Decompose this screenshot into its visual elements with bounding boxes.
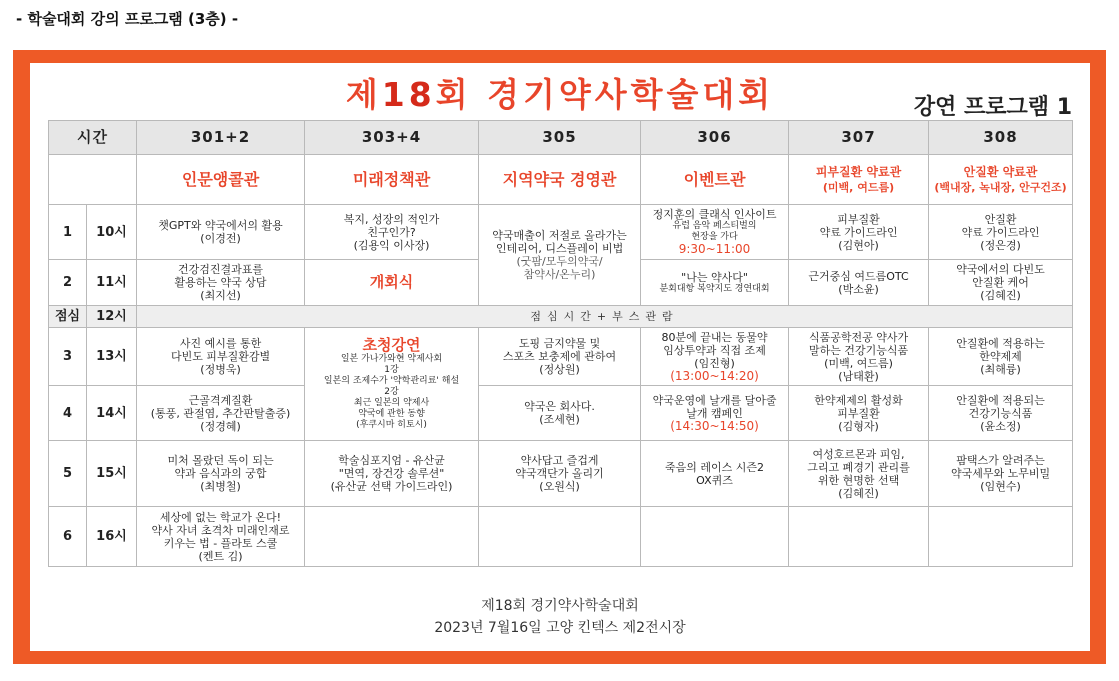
session-line: 임상투약과 직접 조제 bbox=[663, 343, 766, 357]
session-cell bbox=[137, 328, 305, 386]
hall-name: 미래정책관 bbox=[305, 155, 479, 205]
session-cell bbox=[479, 441, 641, 507]
poster-frame bbox=[13, 50, 1106, 664]
session-line: (조세현) bbox=[539, 413, 580, 426]
session-time: 9:30~11:00 bbox=[678, 242, 751, 256]
session-cell bbox=[305, 205, 479, 260]
session-line: 안질환에 적용되는 bbox=[956, 393, 1045, 407]
session-cell bbox=[641, 205, 789, 260]
session-line: 정지훈의 클래식 인사이트 bbox=[652, 208, 777, 221]
session-line: (최지선) bbox=[200, 289, 241, 302]
session-cell bbox=[641, 260, 789, 306]
empty-cell bbox=[305, 507, 479, 567]
session-line: 사진 예시를 통한 bbox=[179, 337, 262, 350]
session-line: 여성호르몬과 피임, bbox=[812, 447, 905, 461]
session-line: (최병철) bbox=[200, 480, 241, 493]
session-cell bbox=[789, 441, 929, 507]
session-line: 2강 bbox=[384, 387, 399, 397]
session-cell bbox=[789, 205, 929, 260]
session-line: 학술심포지엄 - 유산균 bbox=[338, 454, 445, 467]
session-cell bbox=[479, 386, 641, 441]
session-row-5 bbox=[49, 441, 1073, 507]
session-line: (이경전) bbox=[200, 232, 241, 245]
session-cell bbox=[929, 386, 1073, 441]
session-line: (미백, 여드름) bbox=[824, 356, 893, 370]
session-line: 안질환 bbox=[984, 212, 1017, 226]
session-cell bbox=[137, 205, 305, 260]
session-cell bbox=[789, 386, 929, 441]
session-line: 약국에서의 다빈도 bbox=[956, 263, 1045, 276]
poster-panel bbox=[30, 63, 1090, 651]
session-line: (켄트 김) bbox=[198, 549, 243, 563]
session-line: 챗GPT와 약국에서의 활용 bbox=[158, 219, 283, 232]
session-line: 약료 가이드라인 bbox=[819, 225, 898, 239]
session-cell bbox=[929, 441, 1073, 507]
session-cell bbox=[479, 328, 641, 386]
session-line: 그리고 폐경기 관리를 bbox=[807, 460, 910, 474]
session-cell bbox=[137, 441, 305, 507]
row-number: 1 bbox=[49, 205, 87, 260]
session-cell bbox=[137, 260, 305, 306]
session-line: 안질환 케어 bbox=[972, 276, 1029, 289]
session-line: 팜택스가 알려주는 bbox=[956, 454, 1045, 467]
session-line: 다빈도 피부질환감별 bbox=[170, 350, 271, 363]
session-line: 최근 일본의 약제사 bbox=[353, 398, 430, 408]
session-line: (김현아) bbox=[838, 238, 879, 252]
row-number: 5 bbox=[49, 441, 87, 507]
session-line: "나는 약사다" bbox=[681, 270, 748, 284]
session-row-1 bbox=[49, 205, 1073, 260]
banner-title-prefix: 제 bbox=[345, 75, 382, 114]
row-time: 10시 bbox=[87, 205, 137, 260]
session-cell bbox=[305, 441, 479, 507]
session-line: 80분에 끝내는 동물약 bbox=[661, 330, 768, 344]
session-line: 1강 bbox=[384, 365, 399, 375]
session-cell bbox=[137, 507, 305, 567]
session-line: 안질환에 적용하는 bbox=[956, 337, 1045, 350]
session-line: 인테리어, 디스플레이 비법 bbox=[495, 242, 624, 255]
session-line: OX퀴즈 bbox=[696, 473, 733, 487]
empty-cell bbox=[479, 507, 641, 567]
header-room: 305 bbox=[479, 121, 641, 155]
session-line: 말하는 건강기능식품 bbox=[808, 343, 909, 357]
session-cell bbox=[137, 386, 305, 441]
hall-name: 안질환 약료관 bbox=[963, 164, 1038, 179]
hall-cell bbox=[789, 155, 929, 205]
session-line: (임진형) bbox=[694, 356, 735, 370]
session-line: 일본 가나가와현 약제사회 bbox=[340, 354, 443, 364]
header-row bbox=[49, 121, 1073, 155]
session-line: (정은경) bbox=[980, 238, 1021, 252]
hall-name: 지역약국 경영관 bbox=[479, 155, 641, 205]
session-line: 약사답고 즐겁게 bbox=[520, 454, 599, 467]
session-line: 피부질환 bbox=[837, 212, 880, 226]
row-number: 2 bbox=[49, 260, 87, 306]
session-cell bbox=[789, 328, 929, 386]
row-number: 3 bbox=[49, 328, 87, 386]
session-time: (13:00~14:20) bbox=[670, 368, 759, 383]
header-room: 308 bbox=[929, 121, 1073, 155]
session-line: (후쿠시마 히토시) bbox=[356, 420, 427, 430]
session-cell bbox=[641, 328, 789, 386]
session-line: 세상에 없는 학교가 온다! bbox=[159, 510, 282, 524]
hall-sub: (미백, 여드름) bbox=[822, 180, 895, 194]
session-line: 한약제제 bbox=[979, 350, 1022, 363]
session-line: (윤소정) bbox=[980, 419, 1021, 433]
row-time: 14시 bbox=[87, 386, 137, 441]
hall-cell bbox=[929, 155, 1073, 205]
session-line: (오원식) bbox=[539, 480, 580, 493]
lunch-time: 12시 bbox=[87, 306, 137, 328]
session-line: 식품공학전공 약사가 bbox=[808, 330, 909, 344]
hall-sub: (백내장, 녹내장, 안구건조) bbox=[934, 180, 1067, 194]
session-line: 약국에 관한 동향 bbox=[358, 409, 425, 419]
row-time: 13시 bbox=[87, 328, 137, 386]
session-line: (정경혜) bbox=[200, 419, 241, 433]
row-number: 4 bbox=[49, 386, 87, 441]
session-line: 피부질환 bbox=[837, 406, 880, 420]
hall-name: 피부질환 약료관 bbox=[815, 164, 902, 179]
banner-title-number: 18 bbox=[381, 75, 436, 114]
session-cell bbox=[479, 205, 641, 306]
session-line: 약국매출이 저절로 올라가는 bbox=[492, 229, 627, 242]
header-time: 시간 bbox=[49, 121, 137, 155]
empty-cell bbox=[641, 507, 789, 567]
banner-subtitle: 강연 프로그램 1 bbox=[913, 95, 1072, 120]
session-row-6 bbox=[49, 507, 1073, 567]
session-line: 약국운영에 날개를 달아줄 bbox=[652, 393, 777, 407]
session-cell bbox=[641, 441, 789, 507]
lunch-row bbox=[49, 306, 1073, 328]
session-line: (남태환) bbox=[838, 369, 879, 383]
session-cell bbox=[789, 260, 929, 306]
session-line: 근골격계질환 bbox=[188, 393, 253, 407]
invited-lecture-cell bbox=[305, 328, 479, 441]
session-line: 유럽 음악 페스티벌의 bbox=[672, 221, 757, 231]
page-heading: - 학술대회 강의 프로그램 (3층) - bbox=[16, 10, 239, 28]
session-line: 건강기능식품 bbox=[968, 406, 1033, 420]
session-line: 약과 음식과의 궁합 bbox=[174, 467, 267, 480]
row-time: 16시 bbox=[87, 507, 137, 567]
footer-line-2: 2023년 7월16일 고양 킨텍스 제2전시장 bbox=[434, 620, 686, 636]
session-line: 활용하는 약국 상담 bbox=[174, 276, 267, 289]
session-line: (박소윤) bbox=[838, 282, 879, 296]
session-time: (14:30~14:50) bbox=[670, 418, 759, 433]
session-line: (김용익 이사장) bbox=[353, 238, 430, 252]
footer bbox=[30, 595, 1090, 639]
hall-name: 인문앵콜관 bbox=[137, 155, 305, 205]
session-line: 친구인가? bbox=[367, 225, 416, 239]
session-line: 건강검진결과표를 bbox=[178, 263, 264, 276]
empty-cell bbox=[789, 507, 929, 567]
session-line: 한약제제의 활성화 bbox=[814, 393, 903, 407]
session-line: 약국은 회사다. bbox=[524, 400, 595, 413]
session-line: 죽음의 레이스 시즌2 bbox=[665, 460, 765, 474]
session-cell bbox=[929, 328, 1073, 386]
session-cell bbox=[929, 260, 1073, 306]
empty-cell bbox=[929, 507, 1073, 567]
session-line: (굿팜/모두의약국/ bbox=[516, 255, 603, 268]
session-row-4 bbox=[49, 386, 1073, 441]
session-line: 약사 자녀 초격차 미래인재로 bbox=[151, 523, 290, 537]
session-line: (임현수) bbox=[980, 480, 1021, 493]
hall-name: 이벤트관 bbox=[641, 155, 789, 205]
session-line: 일본의 조제수가 '약학관리료' 해설 bbox=[323, 376, 460, 386]
session-line: "면역, 장건강 솔루션" bbox=[338, 467, 445, 480]
hall-row bbox=[49, 155, 1073, 205]
session-line: (유산균 선택 가이드라인) bbox=[330, 480, 453, 493]
footer-line-1: 제18회 경기약사학술대회 bbox=[481, 598, 639, 614]
session-line: (김혜진) bbox=[980, 289, 1021, 302]
session-line: (김혜진) bbox=[838, 486, 879, 500]
session-line: 키우는 법 - 플라토 스쿨 bbox=[163, 536, 278, 550]
lunch-label: 점심 bbox=[49, 306, 87, 328]
schedule-table bbox=[48, 120, 1073, 567]
banner-title-suffix: 회 경기약사학술대회 bbox=[435, 75, 775, 114]
session-line: (최해륭) bbox=[980, 363, 1021, 376]
session-line: 날개 캠페인 bbox=[686, 406, 743, 420]
header-room: 307 bbox=[789, 121, 929, 155]
row-number: 6 bbox=[49, 507, 87, 567]
header-room: 303+4 bbox=[305, 121, 479, 155]
session-line: (정상원) bbox=[539, 363, 580, 376]
session-line: 근거중심 여드름OTC bbox=[808, 269, 909, 283]
session-cell bbox=[641, 386, 789, 441]
session-cell bbox=[929, 205, 1073, 260]
lunch-text: 점심시간+부스관람 bbox=[137, 306, 1073, 328]
session-line: 약료 가이드라인 bbox=[961, 225, 1040, 239]
row-time: 15시 bbox=[87, 441, 137, 507]
session-line: (김형자) bbox=[838, 419, 879, 433]
opening-ceremony: 개회식 bbox=[305, 260, 479, 306]
session-line: (통풍, 관절염, 추간판탈출증) bbox=[150, 406, 291, 420]
row-time: 11시 bbox=[87, 260, 137, 306]
session-line: 약국세무와 노무비밀 bbox=[950, 467, 1051, 480]
session-line: 위한 현명한 선택 bbox=[817, 473, 900, 487]
invited-lecture-title: 초청강연 bbox=[362, 336, 421, 354]
session-line: 현장을 가다 bbox=[691, 232, 738, 242]
session-line: 미처 몰랐던 독이 되는 bbox=[167, 454, 274, 467]
session-line: 복지, 성장의 적인가 bbox=[343, 212, 440, 226]
header-room: 301+2 bbox=[137, 121, 305, 155]
header-room: 306 bbox=[641, 121, 789, 155]
session-line: (정병욱) bbox=[200, 363, 241, 376]
session-line: 참약사/온누리) bbox=[523, 268, 596, 281]
session-line: 도핑 금지약물 및 bbox=[518, 337, 601, 350]
session-line: 분회대항 복약지도 경연대회 bbox=[659, 283, 770, 294]
session-line: 스포츠 보충제에 관하여 bbox=[502, 350, 617, 363]
hall-blank bbox=[49, 155, 137, 205]
session-row-3 bbox=[49, 328, 1073, 386]
session-line: 약국객단가 올리기 bbox=[515, 467, 604, 480]
